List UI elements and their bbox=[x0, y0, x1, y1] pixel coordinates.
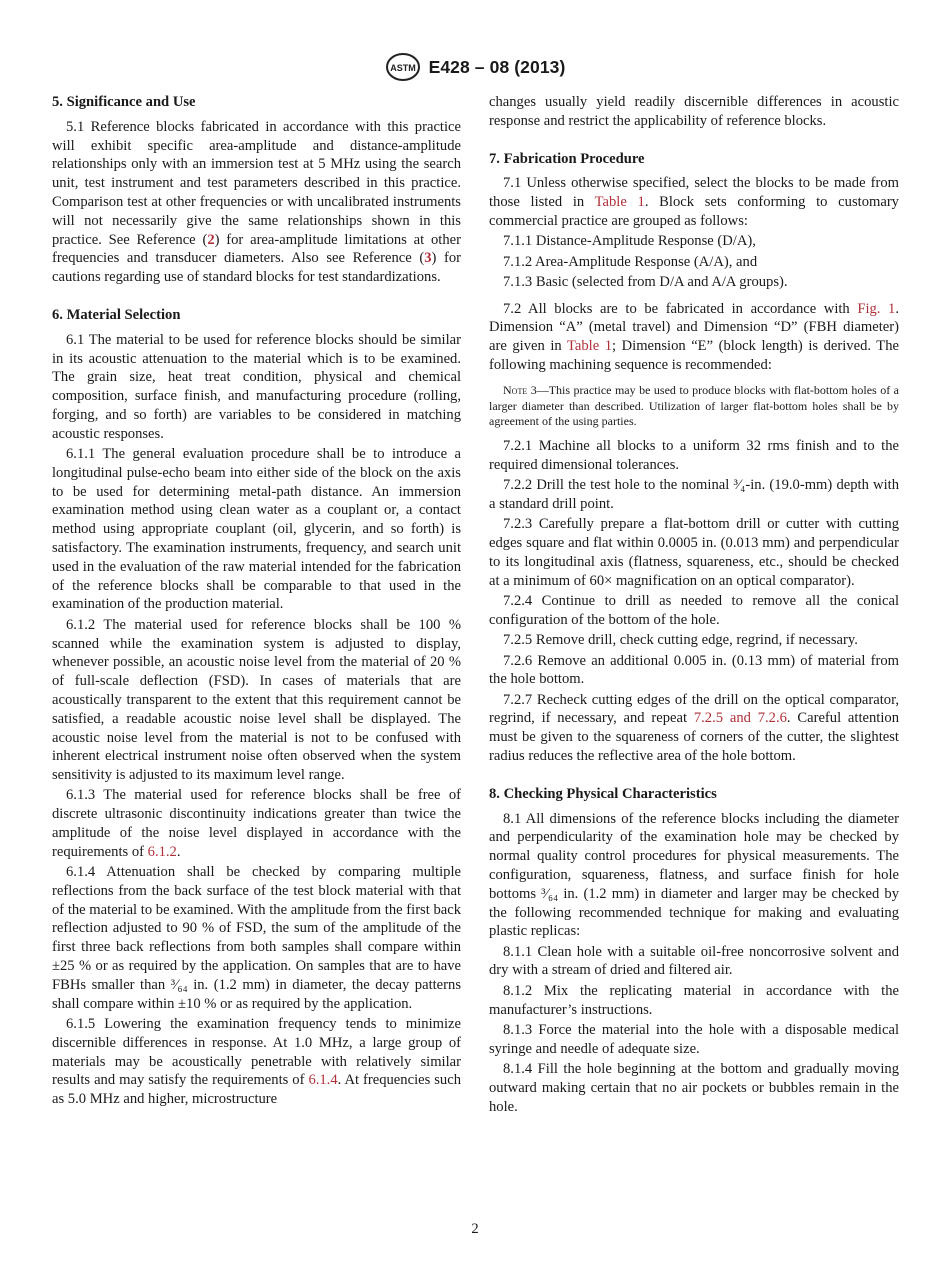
paragraph-6-1-4: 6.1.4 Attenuation shall be checked by comparing multiple reflections from the back surface of the test block material with that of the material to be examined. With the amplitude from the first back reflection adjusted to 90 % of FSD, the sum of the amplitude of the first three back reflections from both samples shall compare within ±25 % or as required by the application. On samples that are to have FBHs smaller than ³⁄₆₄ in. (1.2 mm) in diameter, the decay patterns shall compare within ±10 % or as required by the application. bbox=[52, 864, 461, 1012]
paragraph-7-1-1: 7.1.1 Distance-Amplitude Response (D/A), bbox=[503, 233, 756, 250]
link-fig-1[interactable]: Fig. 1 bbox=[857, 300, 896, 317]
link-table-1-b[interactable]: Table 1 bbox=[566, 338, 613, 355]
reference-2-link[interactable]: 2 bbox=[207, 231, 215, 248]
page-number: 2 bbox=[471, 1221, 479, 1237]
section-7-title: 7. Fabrication Procedure bbox=[489, 150, 645, 167]
paragraph-8-1-2: 8.1.2 Mix the replicating material in accordance with the manufacturer’s instructions. bbox=[489, 982, 899, 1018]
note-3: Note 3—This practice may be used to produce blocks with flat-bottom holes of a larger diameter than described. Utilization of larger flat-bottom holes shall be by agreement of the using parties. bbox=[489, 382, 899, 429]
reference-3-link[interactable]: 3 bbox=[424, 250, 432, 267]
paragraph-7-2-7: 7.2.7 Recheck cutting edges of the drill on the optical comparator, regrind, if necessary, and repeat 7.2.5 and 7.2.6. Careful attention must be given to the squareness of corners of the cutter, the slightest radius reduces the reflective area of the hole bottom. bbox=[489, 691, 899, 764]
paragraph-6-1-5-continued: changes usually yield readily discernible differences in acoustic response and restrict the applicability of reference blocks. bbox=[489, 94, 899, 129]
paragraph-7-2-5: 7.2.5 Remove drill, check cutting edge, regrind, if necessary. bbox=[503, 632, 858, 649]
link-7-2-5-and-7-2-6[interactable]: 7.2.5 and 7.2.6 bbox=[693, 710, 787, 727]
paragraph-7-2-6: 7.2.6 Remove an additional 0.005 in. (0.13 mm) of material from the hole bottom. bbox=[489, 652, 899, 688]
paragraph-7-2-1: 7.2.1 Machine all blocks to a uniform 32 rms finish and to the required dimensional tolerances. bbox=[489, 438, 899, 474]
paragraph-6-1-1: 6.1.1 The general evaluation procedure shall be to introduce a longitudinal pulse-echo beam into either side of the block on the axis to be used for determining metal-path distance. An immersion examination method using clean water as a couplant or, a contact method using appropriate couplant (oil, glycerin, and so forth) is satisfactory. The examination instruments, frequency, and search unit used in the evaluation of the raw material intended for the fabrication of the reference blocks shall be comparable to that used in the examination of the production material. bbox=[52, 446, 461, 613]
section-8-title: 8. Checking Physical Characteristics bbox=[489, 785, 717, 802]
paragraph-7-1-2: 7.1.2 Area-Amplitude Response (A/A), and bbox=[503, 253, 758, 270]
paragraph-7-2: 7.2 All blocks are to be fabricated in accordance with Fig. 1. Dimension “A” (metal travel) and Dimension “D” (FBH diameter) are given in Table 1; Dimension “E” (block length) is derived. The following machining sequence is recommended: bbox=[489, 300, 900, 374]
right-column bbox=[489, 93, 899, 1118]
link-table-1[interactable]: Table 1 bbox=[594, 194, 645, 211]
left-column bbox=[52, 93, 461, 1110]
page-header bbox=[0, 52, 950, 82]
paragraph-7-2-2: 7.2.2 Drill the test hole to the nominal ³⁄₄-in. (19.0-mm) depth with a standard drill point. bbox=[489, 477, 899, 513]
paragraph-6-1-3: 6.1.3 The material used for reference blocks shall be free of discrete ultrasonic discontinuity indications greater than twice the amplitude of the noise level displayed in accordance with the requirements of 6.1.2. bbox=[52, 787, 461, 860]
document-id: E428 – 08 (2013) bbox=[428, 56, 566, 77]
paragraph-7-1-3: 7.1.3 Basic (selected from D/A and A/A groups). bbox=[503, 273, 788, 290]
paragraph-7-2-4: 7.2.4 Continue to drill as needed to remove all the conical configuration of the bottom of the hole. bbox=[489, 593, 899, 628]
paragraph-5-1: 5.1 Reference blocks fabricated in accordance with this practice will exhibit specific area-amplitude and distance-amplitude relationships only with an immersion test at 5 MHz using the search unit, test instrument and test parameters described in this practice. Comparison test at other frequencies or with uncalibrated instruments will not necessarily give the same relationships shown in this practice. See Reference (2) for area-amplitude limitations at other frequencies and transducer diameters. Also see Reference (3) for cautions regarding use of standard blocks for test standardizations. bbox=[52, 118, 461, 286]
svg-text:ASTM: ASTM bbox=[389, 63, 416, 73]
paragraph-8-1-1: 8.1.1 Clean hole with a suitable oil-free noncorrosive solvent and dry with a stream of dried and filtered air. bbox=[489, 943, 899, 979]
paragraph-6-1: 6.1 The material to be used for reference blocks should be similar in its acoustic attenuation to the material which is to be examined. The grain size, heat treat condition, physical and chemical composition, surface finish, and manufacturing procedure (rolling, forging, and so forth) are variables to be considered in matching acoustic responses. bbox=[52, 331, 461, 442]
section-6-title: 6. Material Selection bbox=[52, 306, 181, 323]
paragraph-7-1: 7.1 Unless otherwise specified, select the blocks to be made from those listed in Table 1. Block sets conforming to customary commercial practice are grouped as follows: bbox=[489, 175, 899, 229]
paragraph-6-1-5: 6.1.5 Lowering the examination frequency tends to minimize discernible differences in response. At 1.0 MHz, a large group of materials may be acoustically penetrable with relatively similar results and may satisfy the requirements of 6.1.4. At frequencies such as 5.0 MHz and higher, microstructure bbox=[52, 1015, 462, 1108]
section-5-title: 5. Significance and Use bbox=[52, 94, 196, 110]
link-6-1-4[interactable]: 6.1.4 bbox=[308, 1072, 338, 1089]
paragraph-7-2-3: 7.2.3 Carefully prepare a flat-bottom drill or cutter with cutting edges square and flat within 0.0005 in. (0.013 mm) and perpendicular to its longitudinal axis (flatness, squareness, etc., should be checked at a minimum of 60× magnification on an optical comparator). bbox=[489, 516, 899, 589]
paragraph-8-1-4: 8.1.4 Fill the hole beginning at the bottom and gradually moving outward making certain that no air pockets or bubbles remain in the hole. bbox=[489, 1060, 899, 1115]
astm-logo-icon bbox=[385, 52, 421, 82]
paragraph-8-1: 8.1 All dimensions of the reference blocks including the diameter and perpendicularity of the examination hole may be checked by normal quality control procedures for physical measurements. The configuration, squareness, flatness, and surface finish for hole bottoms ³⁄₆₄ in. (1.2 mm) in diameter and larger may be checked by the following recommended technique for making and evaluating plastic replicas: bbox=[489, 810, 899, 940]
paragraph-6-1-2: 6.1.2 The material used for reference blocks shall be 100 % scanned while the examination system is adjusted to display, whenever possible, an acoustic noise level from the material of 20 % of full-scale deflection (FSD). In cases of materials that are acoustically transparent to the extent that this requirement cannot be satisfied, a readable acoustic noise level shall be displayed. The acoustic noise level from the material is not to be confused with inherent electrical instrument noise often observed when the system sensitivity is adjusted to its maximum level range. bbox=[52, 616, 461, 784]
link-6-1-2[interactable]: 6.1.2 bbox=[147, 843, 177, 860]
paragraph-8-1-3: 8.1.3 Force the material into the hole with a disposable medical syringe and needle of adequate size. bbox=[489, 1021, 899, 1057]
